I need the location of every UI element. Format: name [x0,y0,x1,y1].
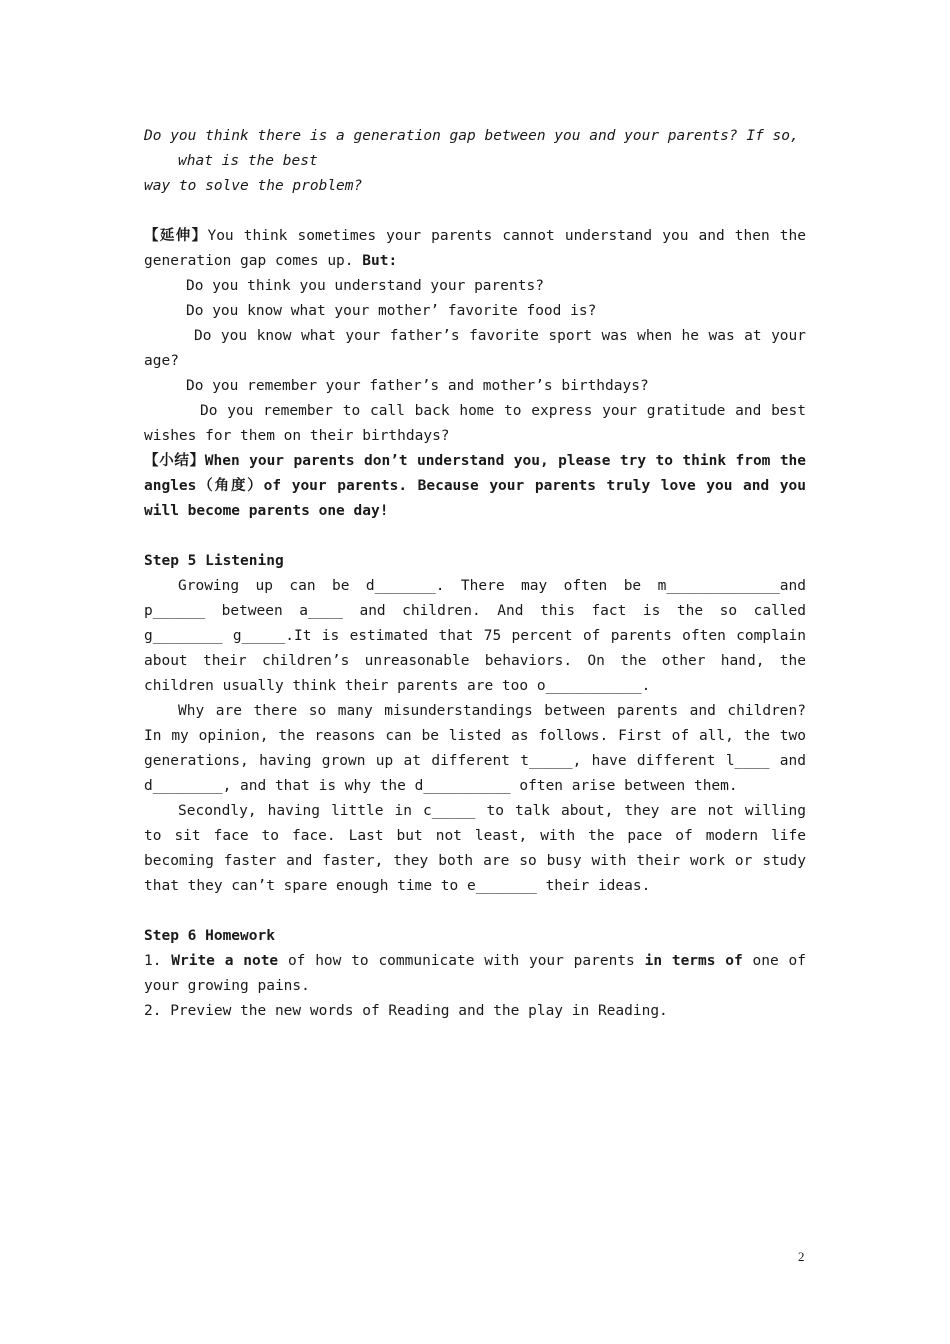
extension-but: But: [362,253,398,269]
summary-tag: 【小结】 [144,453,205,469]
extension-item: Do you know what your mother’ favorite food is? [186,303,597,319]
discussion-question-line3: way to solve the problem? [144,178,363,194]
homework-item-1-bold2: in terms of [644,953,743,969]
step5-paragraph: Growing up can be d_______. There may often be m_____________and p______ between a____ and children. And this fact is the so called g________ g_____.It is estimated that 75 percent of parents often complain about their children’s unreasonable behaviors. On the other hand, the children usually think their parents are too o___________. [144,578,806,694]
extension-item: Do you know what your father’s favorite sport was when he was at your age? [144,328,806,369]
homework-item-1-bold1: Write a note [171,953,279,969]
summary-paragraph [144,449,806,524]
spacer [144,524,806,549]
extension-item: Do you remember to call back home to express your gratitude and best wishes for them on their birthdays? [144,403,806,444]
step5-paragraph: Why are there so many misunderstandings between parents and children? In my opinion, the reasons can be listed as follows. First of all, the two generations, having grown up at different t_____, have different l____ and d________, and that is why the d__________ often arise between them. [144,703,806,794]
spacer [144,199,806,224]
discussion-question-line2: what is the best [178,153,318,169]
step5-paragraph: Secondly, having little in c_____ to talk about, they are not willing to sit face to face. Last but not least, with the pace of modern life becoming faster and faster, they both are so busy with their work or study that they can’t spare enough time to e_______ their ideas. [144,803,806,894]
spacer [144,899,806,924]
extension-item: Do you remember your father’s and mother’s birthdays? [186,378,649,394]
extension-tag: 【延伸】 [144,228,208,244]
step5-heading: Step 5 Listening [144,553,284,569]
homework-item-2: 2. Preview the new words of Reading and the play in Reading. [144,1003,668,1019]
summary-text-b: of your parents. Because your parents truly love you and you will become parents one day! [144,478,806,519]
homework-item-1-mid: of how to communicate with your parents [287,953,635,969]
page-content [144,124,806,1024]
page-number: 2 [798,1249,805,1264]
extension-intro-text: You think sometimes your parents cannot understand you and then the generation gap comes up. [144,228,806,269]
summary-cn-part: （角度） [196,478,264,494]
summary-text-a: When your parents don’t understand you, please try to think from the angles [144,453,807,494]
homework-item-1-end: one of your growing pains. [144,953,806,994]
extension-item: Do you think you understand your parents? [186,278,544,294]
discussion-question-line1: Do you think there is a generation gap between you and your parents? If so, [144,128,799,144]
homework-item-1-number: 1. [144,953,162,969]
extension-intro [144,224,806,274]
step6-heading: Step 6 Homework [144,928,275,944]
homework-item-1 [144,949,806,999]
